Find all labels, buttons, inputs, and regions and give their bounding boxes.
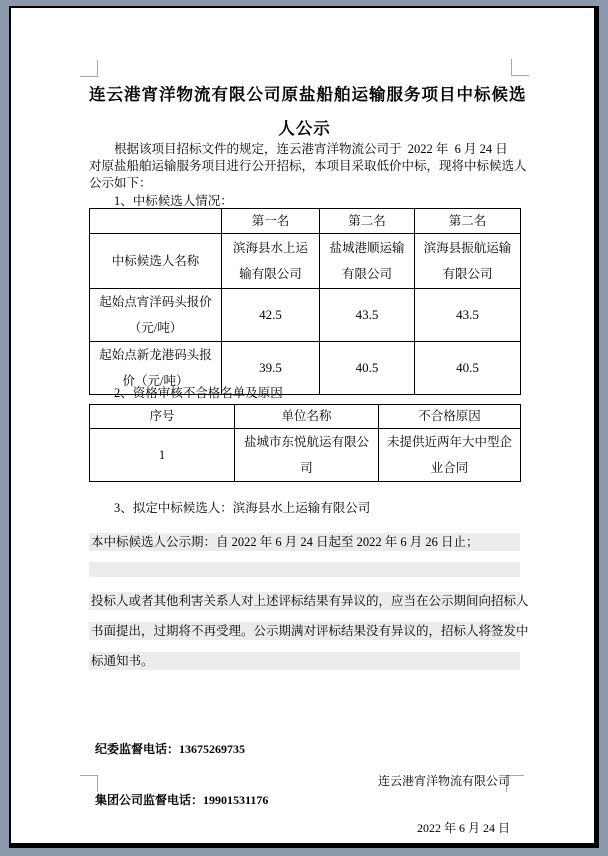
rank-header-cell: 第一名: [222, 209, 320, 234]
signature-company: 连云港宵洋物流有限公司: [377, 774, 510, 788]
disqualified-table-data-row: [90, 429, 521, 482]
intro-paragraph: [89, 141, 527, 193]
company-name-cell: 盐城市东悦航运有限公司: [235, 429, 379, 482]
row-label-cell: 起始点宵洋码头报价（元/吨）: [90, 289, 222, 342]
document-title: [89, 78, 527, 146]
price-cell: 43.5: [320, 289, 415, 342]
candidates-table-name-row: [90, 234, 521, 289]
intro-line: 公示如下：: [89, 176, 152, 191]
objection-paragraph-line: 投标人或者其他利害关系人对上述评标结果有异议的，应当在公示期间向招标人: [91, 594, 529, 608]
section2-heading: 2、资格审核不合格名单及原因: [114, 386, 283, 400]
disqualified-table-header-row: [90, 405, 521, 429]
column-header-cell: 序号: [90, 405, 235, 429]
row-label-cell: 起始点新龙港码头报价（元/吨）: [90, 342, 222, 395]
objection-paragraph-line: 书面提出，过期将不再受理。公示期满对评标结果没有异议的，招标人将签发中: [91, 624, 529, 638]
contact-line: 集团公司监督电话：19901531176: [95, 793, 269, 807]
column-header-cell: 不合格原因: [379, 405, 521, 429]
candidates-table-corner-cell: [90, 209, 222, 234]
signature-block: [378, 743, 510, 856]
price-cell: 43.5: [415, 289, 521, 342]
section1-heading: 1、中标候选人情况：: [114, 194, 233, 208]
rank-header-cell: 第二名: [320, 209, 415, 234]
notice-period-highlighted-line: 本中标候选人公示期：自 2022 年 6 月 24 日起至 2022 年 6 月 26 日止；: [89, 533, 520, 551]
document-content: [89, 8, 529, 850]
reason-cell: 未提供近两年大中型企业合同: [379, 429, 521, 482]
price-cell: 39.5: [222, 342, 320, 395]
column-header-cell: 单位名称: [235, 405, 379, 429]
candidates-table: [89, 208, 521, 395]
document-title-line-1: 连云港宵洋物流有限公司原盐船舶运输服务项目中标候选: [89, 85, 527, 104]
disqualified-table: [89, 404, 521, 482]
objection-paragraph-line: 标通知书。: [89, 652, 520, 670]
intro-line: 根据该项目招标文件的规定，连云港宵洋物流公司于 2022 年 6 月 24 日: [114, 142, 508, 156]
candidate-name-cell: 滨海县振航运输有限公司: [415, 234, 521, 289]
candidate-name-cell: 盐城港顺运输有限公司: [320, 234, 415, 289]
rank-header-cell: 第二名: [415, 209, 521, 234]
supervision-contacts: [95, 707, 268, 843]
candidates-table-rank-row: [90, 209, 521, 234]
candidates-table-price-row: [90, 289, 521, 342]
signature-date: 2022 年 6 月 24 日: [416, 820, 510, 835]
intro-line: 对原盐船舶运输服务项目进行公开招标，本项目采取低价中标，现将中标候选人: [89, 159, 527, 174]
document-title-line-2: 人公示: [278, 119, 331, 138]
contact-line: 纪委监督电话：13675269735: [95, 742, 246, 756]
candidate-name-cell: 滨海县水上运输有限公司: [222, 234, 320, 289]
section3-heading: 3、拟定中标候选人：滨海县水上运输有限公司: [114, 501, 371, 515]
price-cell: 42.5: [222, 289, 320, 342]
row-label-cell: 中标候选人名称: [90, 234, 222, 289]
price-cell: 40.5: [415, 342, 521, 395]
document-page: [9, 6, 599, 848]
price-cell: 40.5: [320, 342, 415, 395]
serial-number-cell: 1: [90, 429, 235, 482]
empty-highlighted-line: [89, 562, 520, 577]
